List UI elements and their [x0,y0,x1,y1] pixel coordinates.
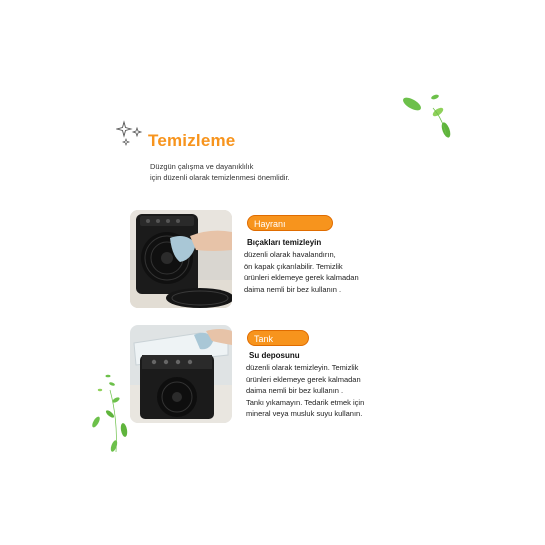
section-pill-fan: Hayranı [247,215,333,231]
section-pill-tank: Tank [247,330,309,346]
section-body [244,249,414,295]
body-line: ön kapak çıkarılabilir. Temizlik [244,261,343,271]
section-body [246,362,416,420]
leaf-icon [398,90,458,146]
body-line: daima nemli bir bez kullanın . [244,284,342,294]
body-line: daima nemli bir bez kullanın . [246,386,344,395]
body-line: düzenli olarak temizleyin. Temizlik [246,363,359,372]
body-line: ürünleri eklemeye gerek kalmadan [244,273,359,282]
section-heading: Bıçakları temizleyin [247,238,322,247]
page-title: Temizleme [148,131,236,150]
body-line: mineral veya musluk suyu kullanın. [246,409,363,418]
body-line: düzenli olarak havalandırın, [244,250,336,259]
body-line: Tankı yıkamayın. Tedarik etmek için [246,397,365,407]
tank-cleaning-image [130,325,232,423]
leaf-icon [88,370,132,456]
fan-cleaning-image [130,210,232,308]
section-heading: Su deposunu [249,351,300,360]
sparkle-icon [116,120,146,148]
body-line: ürünleri eklemeye gerek kalmadan [246,374,361,384]
intro-line: için düzenli olarak temizlenmesi önemlidir. [150,173,290,182]
intro-text [150,161,290,183]
intro-line: Düzgün çalışma ve dayanıklılık [150,162,254,171]
